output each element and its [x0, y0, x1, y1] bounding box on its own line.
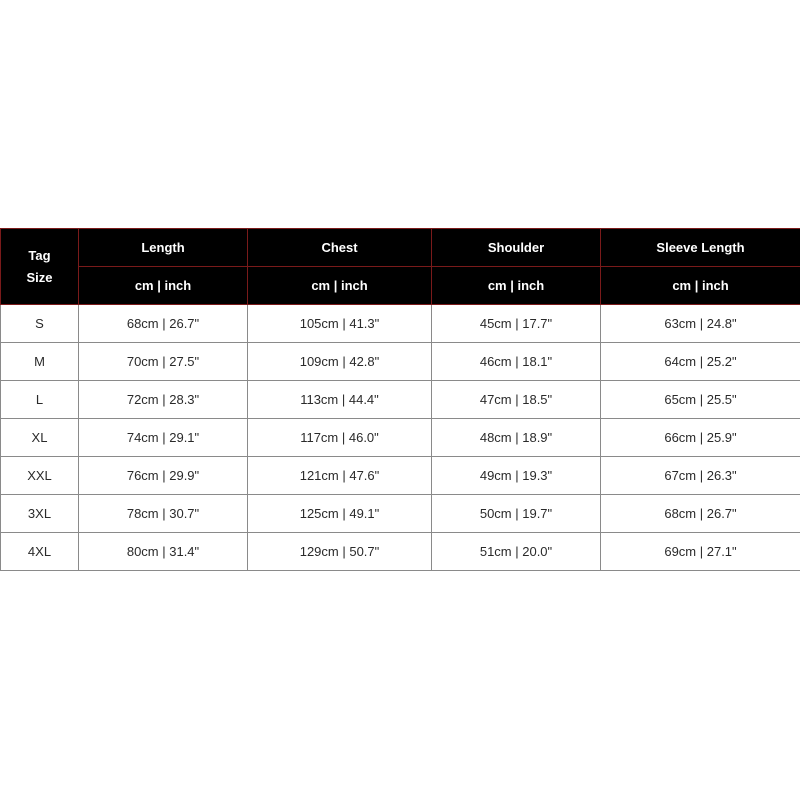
- table-row: [1, 343, 800, 381]
- unit-shoulder: cm | inch: [432, 267, 601, 305]
- shoulder-cell: 49cm | 19.3": [432, 457, 601, 495]
- header-row-units: [1, 267, 800, 305]
- sleeve-length-cell: 68cm | 26.7": [601, 495, 800, 533]
- header-shoulder: Shoulder: [432, 229, 601, 267]
- sleeve-length-cell: 64cm | 25.2": [601, 343, 800, 381]
- unit-chest: cm | inch: [248, 267, 432, 305]
- length-cell: 74cm | 29.1": [79, 419, 248, 457]
- header-sleeve-length: Sleeve Length: [601, 229, 800, 267]
- size-cell: 4XL: [1, 533, 79, 571]
- header-row-measurements: [1, 229, 800, 267]
- chest-cell: 129cm | 50.7": [248, 533, 432, 571]
- size-cell: M: [1, 343, 79, 381]
- chest-cell: 121cm | 47.6": [248, 457, 432, 495]
- length-cell: 78cm | 30.7": [79, 495, 248, 533]
- chest-cell: 109cm | 42.8": [248, 343, 432, 381]
- unit-sleeve-length: cm | inch: [601, 267, 800, 305]
- size-chart-body: [1, 305, 800, 571]
- header-length: Length: [79, 229, 248, 267]
- size-cell: XXL: [1, 457, 79, 495]
- length-cell: 76cm | 29.9": [79, 457, 248, 495]
- shoulder-cell: 45cm | 17.7": [432, 305, 601, 343]
- chest-cell: 125cm | 49.1": [248, 495, 432, 533]
- size-cell: S: [1, 305, 79, 343]
- sleeve-length-cell: 66cm | 25.9": [601, 419, 800, 457]
- header-chest: Chest: [248, 229, 432, 267]
- size-chart-table: [0, 228, 800, 571]
- table-row: [1, 419, 800, 457]
- shoulder-cell: 48cm | 18.9": [432, 419, 601, 457]
- length-cell: 68cm | 26.7": [79, 305, 248, 343]
- header-tag-size: [1, 229, 79, 305]
- table-row: [1, 305, 800, 343]
- sleeve-length-cell: 67cm | 26.3": [601, 457, 800, 495]
- header-tag-label: Tag: [28, 247, 51, 263]
- length-cell: 80cm | 31.4": [79, 533, 248, 571]
- shoulder-cell: 47cm | 18.5": [432, 381, 601, 419]
- chest-cell: 113cm | 44.4": [248, 381, 432, 419]
- table-row: [1, 495, 800, 533]
- shoulder-cell: 51cm | 20.0": [432, 533, 601, 571]
- sleeve-length-cell: 65cm | 25.5": [601, 381, 800, 419]
- size-cell: XL: [1, 419, 79, 457]
- size-cell: 3XL: [1, 495, 79, 533]
- sleeve-length-cell: 69cm | 27.1": [601, 533, 800, 571]
- table-row: [1, 533, 800, 571]
- unit-length: cm | inch: [79, 267, 248, 305]
- table-row: [1, 457, 800, 495]
- length-cell: 72cm | 28.3": [79, 381, 248, 419]
- sleeve-length-cell: 63cm | 24.8": [601, 305, 800, 343]
- shoulder-cell: 50cm | 19.7": [432, 495, 601, 533]
- chest-cell: 105cm | 41.3": [248, 305, 432, 343]
- chest-cell: 117cm | 46.0": [248, 419, 432, 457]
- size-cell: L: [1, 381, 79, 419]
- length-cell: 70cm | 27.5": [79, 343, 248, 381]
- table-row: [1, 381, 800, 419]
- shoulder-cell: 46cm | 18.1": [432, 343, 601, 381]
- header-size-label: Size: [26, 269, 53, 285]
- size-chart-header: [1, 229, 800, 305]
